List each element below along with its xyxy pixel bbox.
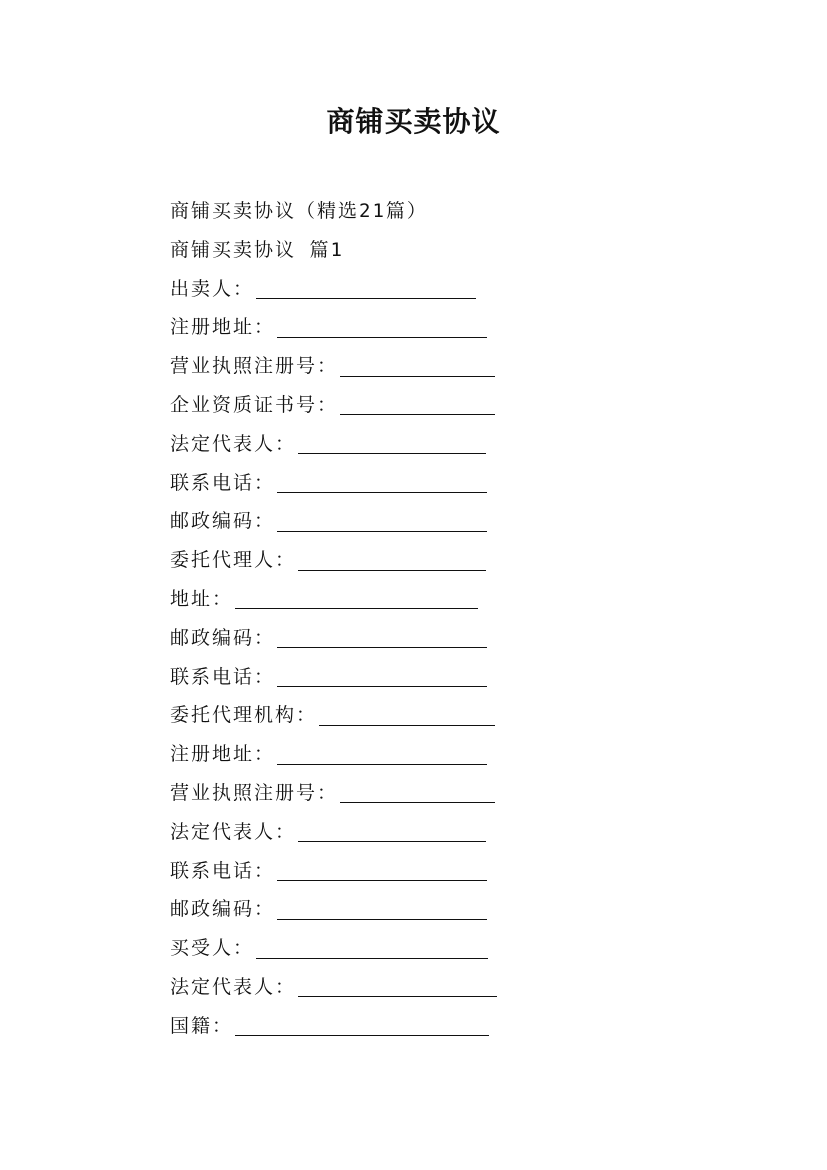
field-label: 邮政编码：: [170, 898, 276, 921]
field-label: 法定代表人：: [170, 975, 297, 998]
fill-in-blank: [277, 530, 487, 532]
field-qualification-cert: [170, 386, 730, 425]
field-label: 买受人：: [170, 937, 255, 960]
field-label: 委托代理机构：: [170, 704, 318, 727]
fill-in-blank: [319, 724, 495, 726]
field-label: 邮政编码：: [170, 510, 276, 533]
field-label: 联系电话：: [170, 859, 276, 882]
fill-in-blank: [298, 995, 497, 997]
field-registered-address: [170, 308, 730, 347]
field-agent: [170, 541, 730, 580]
fill-in-blank: [277, 763, 487, 765]
field-registered-address: [170, 735, 730, 774]
field-phone: [170, 852, 730, 891]
field-label: 邮政编码：: [170, 626, 276, 649]
field-seller: [170, 270, 730, 309]
intro-line-2: [170, 231, 730, 270]
fill-in-blank: [235, 607, 478, 609]
field-business-license: [170, 347, 730, 386]
fill-in-blank: [298, 452, 486, 454]
intro-line-1: [170, 192, 730, 231]
field-label: 营业执照注册号：: [170, 355, 339, 378]
field-label: 企业资质证书号：: [170, 393, 339, 416]
field-business-license: [170, 774, 730, 813]
fill-in-blank: [277, 879, 487, 881]
field-label: 营业执照注册号：: [170, 781, 339, 804]
fill-in-blank: [340, 375, 495, 377]
field-label: 联系电话：: [170, 665, 276, 688]
field-label: 联系电话：: [170, 471, 276, 494]
fill-in-blank: [256, 957, 488, 959]
document-title: 商铺买卖协议: [326, 105, 501, 138]
fill-in-blank: [298, 840, 486, 842]
intro-text: 商铺买卖协议（精选21篇）: [170, 200, 428, 222]
field-address: [170, 580, 730, 619]
field-label: 注册地址：: [170, 316, 276, 339]
fill-in-blank: [277, 336, 487, 338]
field-legal-rep: [170, 968, 730, 1007]
field-postcode: [170, 619, 730, 658]
fill-in-blank: [277, 491, 487, 493]
field-label: 国籍：: [170, 1014, 234, 1037]
field-postcode: [170, 890, 730, 929]
field-agency: [170, 696, 730, 735]
field-phone: [170, 658, 730, 697]
field-legal-rep: [170, 425, 730, 464]
fill-in-blank: [277, 646, 487, 648]
field-label: 法定代表人：: [170, 820, 297, 843]
fill-in-blank: [277, 685, 487, 687]
fill-in-blank: [340, 801, 495, 803]
field-buyer: [170, 929, 730, 968]
field-label: 出卖人：: [170, 277, 255, 300]
field-phone: [170, 464, 730, 503]
fill-in-blank: [340, 413, 495, 415]
field-legal-rep: [170, 813, 730, 852]
fill-in-blank: [298, 569, 486, 571]
field-label: 地址：: [170, 587, 234, 610]
fill-in-blank: [277, 918, 487, 920]
field-label: 委托代理人：: [170, 549, 297, 572]
fill-in-blank: [256, 297, 476, 299]
field-label: 法定代表人：: [170, 432, 297, 455]
document-body: [170, 192, 730, 1046]
field-label: 注册地址：: [170, 743, 276, 766]
intro-text: 商铺买卖协议 篇1: [170, 238, 344, 261]
field-postcode: [170, 502, 730, 541]
field-nationality: [170, 1007, 730, 1046]
fill-in-blank: [235, 1034, 489, 1036]
